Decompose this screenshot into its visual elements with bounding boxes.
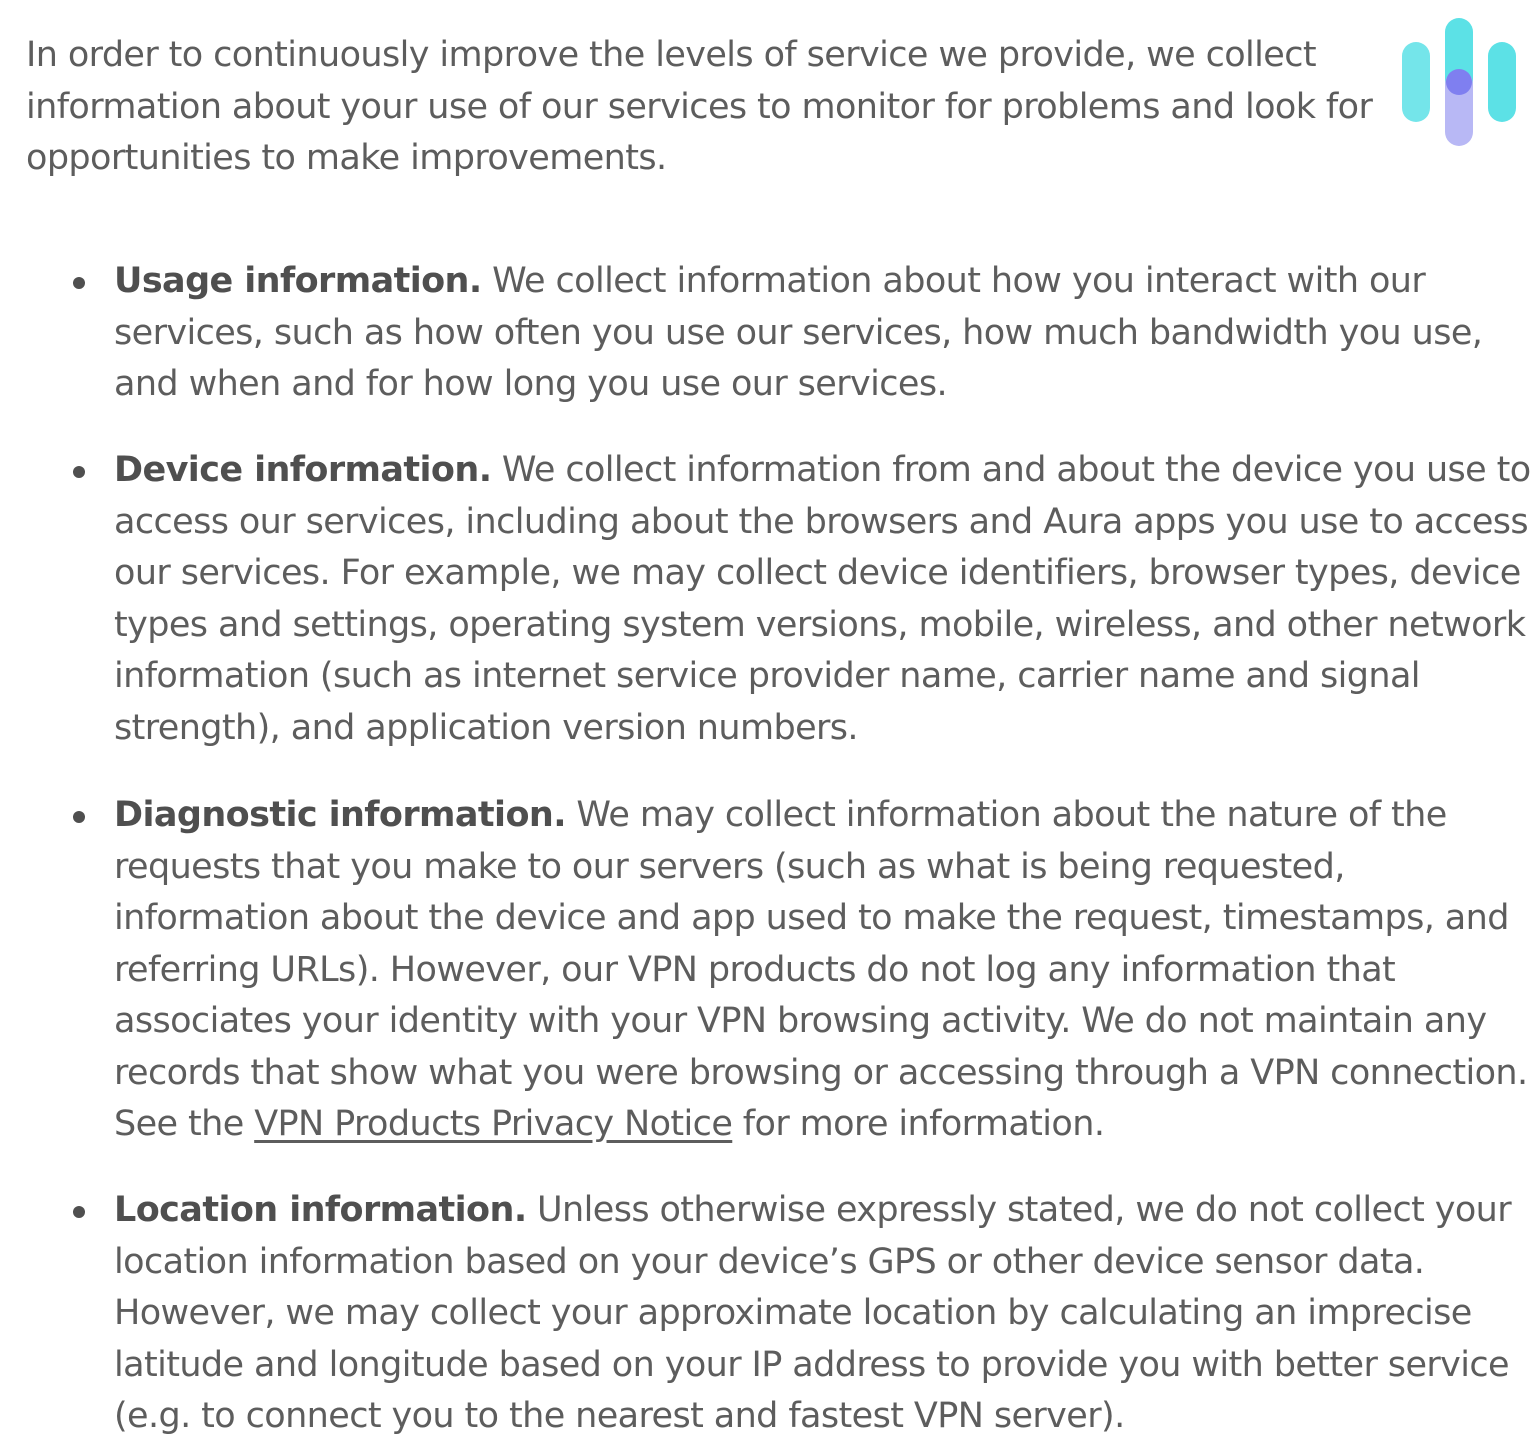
equalizer-bars-icon — [1398, 18, 1520, 150]
bullet-dot-icon — [73, 1206, 85, 1218]
logo-bar-right — [1488, 42, 1516, 122]
list-item-text — [114, 790, 1534, 1151]
item-heading: Location information. — [114, 1190, 527, 1230]
list-item-text — [114, 1185, 1534, 1443]
bullet-dot-icon — [73, 277, 85, 289]
logo-bar-left — [1402, 42, 1430, 122]
list-item-text — [114, 256, 1534, 411]
item-heading: Diagnostic information. — [114, 795, 566, 835]
logo-dot — [1446, 69, 1472, 95]
item-description: We collect information from and about the device you use to access our services, including about the browsers and Aura apps you use to access our services. For example, we may collect device identifiers, browser types, device types and settings, operating system versions, mobile, wireless, and other network information (such as internet service provider name, carrier name and signal strength), and application version numbers. — [114, 450, 1531, 748]
item-description: We may collect information about the nature of the requests that you make to our servers (such as what is being requested, information about the device and app used to make the request, timestamps, and referring URLs). However, our VPN products do not log any information that associates your identity with your VPN browsing activity. We do not maintain any records that show what you were browsing or accessing through a VPN connection. See the — [114, 795, 1528, 1144]
item-description-tail: for more information. — [732, 1104, 1105, 1144]
list-item-text — [114, 445, 1534, 754]
item-description: Unless otherwise expressly stated, we do not collect your location information based on your device’s GPS or other device sensor data. However, we may collect your approximate location by calculating an imprecise latitude and longitude based on your IP address to provide you with better service (e.g. to connect you to the nearest and fastest VPN server). — [114, 1190, 1512, 1436]
bullet-dot-icon — [73, 466, 85, 478]
item-heading: Device information. — [114, 450, 492, 490]
item-heading: Usage information. — [114, 261, 482, 301]
item-description: We collect information about how you interact with our services, such as how often you use our services, how much bandwidth you use, and when and for how long you use our services. — [114, 261, 1483, 404]
vpn-privacy-notice-link[interactable]: VPN Products Privacy Notice — [254, 1104, 733, 1144]
intro-paragraph: In order to continuously improve the levels of service we provide, we collect information about your use of our services to monitor for problems and look for opportunities to make improvements. — [26, 35, 1373, 178]
bullet-dot-icon — [73, 811, 85, 823]
